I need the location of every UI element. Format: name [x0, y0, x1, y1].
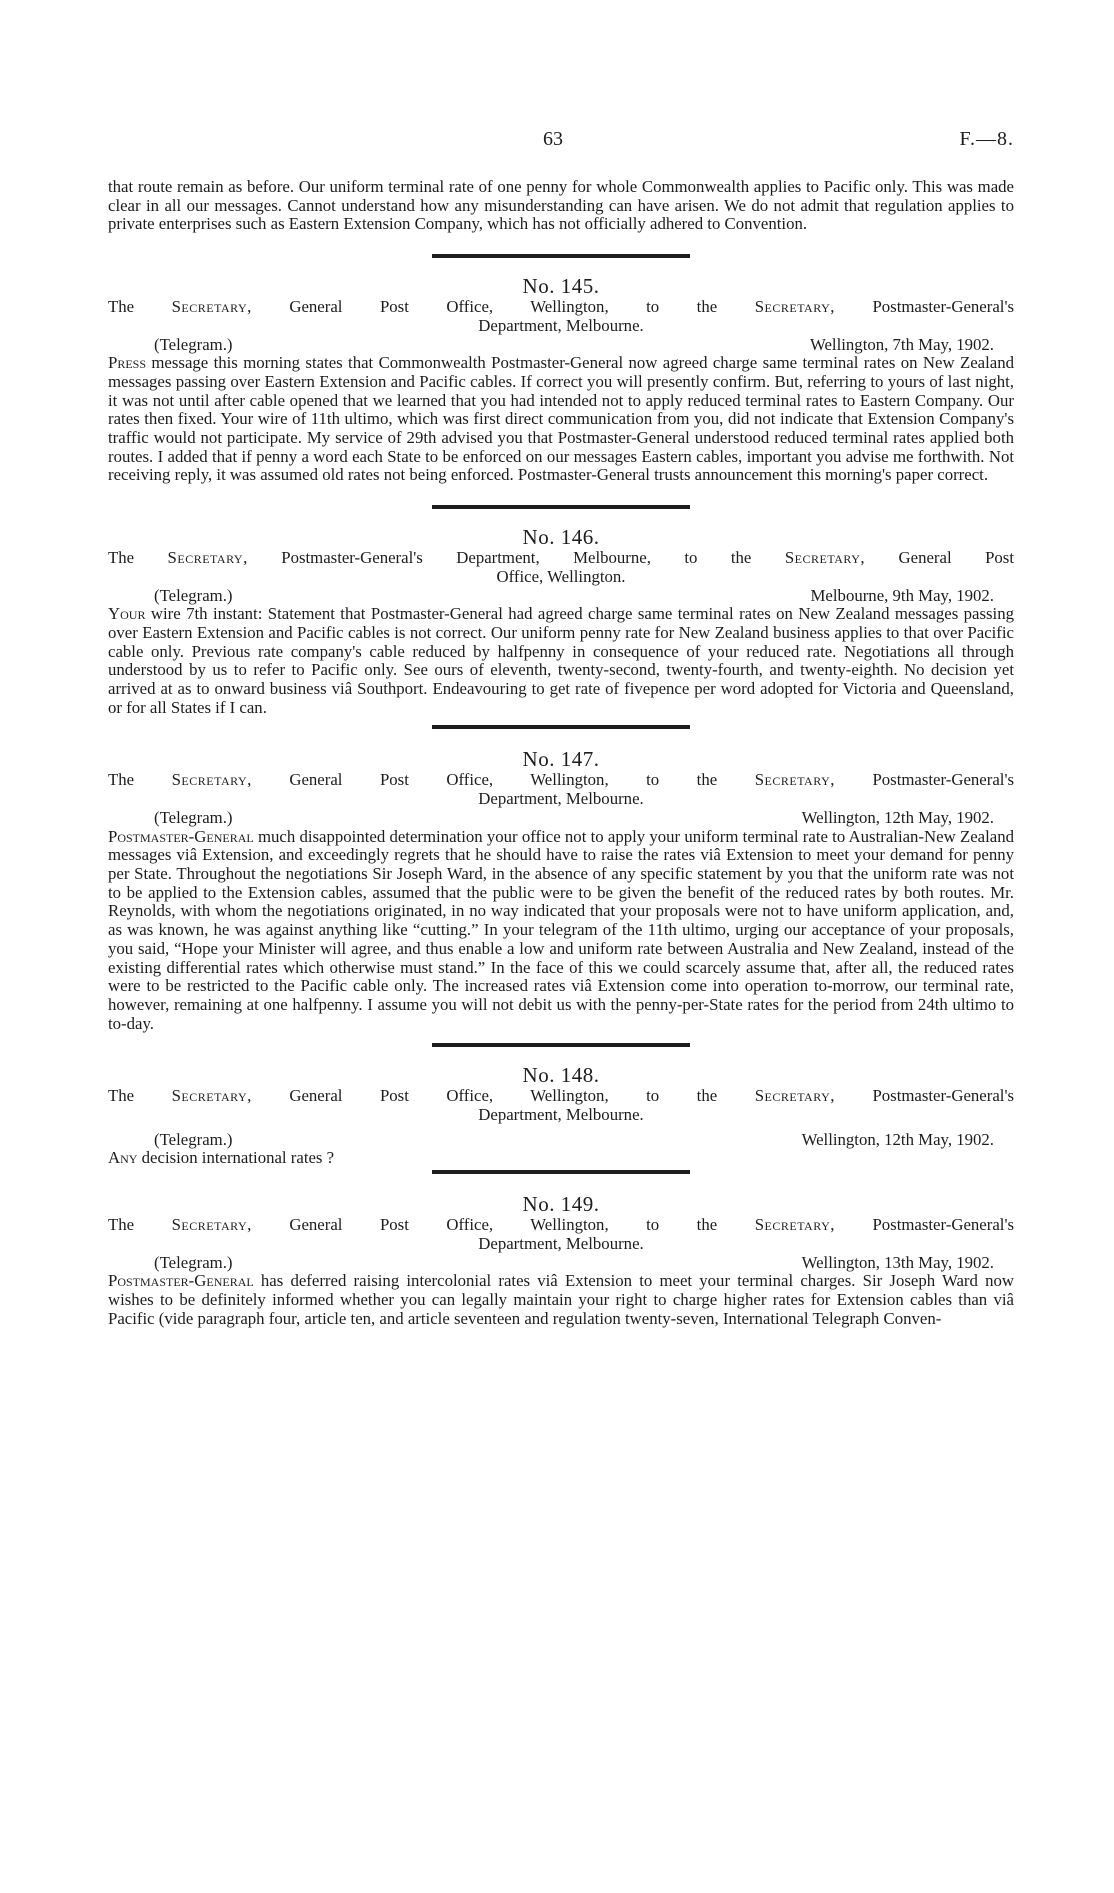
section-number: No. 146.: [522, 525, 600, 550]
message-type: (Telegram.): [154, 1129, 233, 1149]
page-number: 63: [543, 128, 563, 150]
section-address: The Secretary, Postmaster-General's Department, Melbourne, to the Secretary, General Post: [108, 548, 1014, 568]
section-number: No. 148.: [522, 1063, 600, 1088]
page-reference: F.—8.: [959, 128, 1014, 150]
section-body: Postmaster-General much disappointed determination your office not to apply your uniform terminal rate to Australian-New Zealand messages viâ Extension, and exceedingly regrets that he should have to raise the rates viâ Extension to meet your demand for penny per State. Throughout the negotiations Sir Joseph Ward, in the absence of any specific statement by you that the uniform rate was not to be applied to the Extension cables, assumed that the public were to be given the benefit of the reduced rates by both routes. Mr. Reynolds, with whom the negotiations originated, in no way indicated that your proposals were not to have uniform application, and, as was known, he was against anything like “cutting.” In your telegram of the 11th ultimo, urging our acceptance of your proposals, you said, “Hope your Minister will agree, and thus enable a low and uniform rate between Australia and New Zealand, instead of the existing differential rates which otherwise must stand.” In the face of this we could scarcely assume that, after all, the reduced rates were to be restricted to the Pacific cable only. The increased rates viâ Extension come into operation to-morrow, our terminal rate, however, remaining at one halfpenny. I assume you will not debit us with the penny-per-State rates for the period from 24th ultimo to to-day.: [108, 826, 1014, 1033]
section-body: Your wire 7th instant: Statement that Postmaster-General had agreed charge same terminal rates on New Zealand messages passing over Eastern Extension and Pacific cables is not correct. Our uniform penny rate for New Zealand business applies to that over Pacific cable only. Previous rate company's cable reduced by halfpenny in consequence of your reduced rate. Negotiations all through understood by us to refer to Pacific only. See ours of eleventh, twenty-second, twenty-fourth, and twenty-eighth. No decision yet arrived at as to onward business viâ Southport. Endeavouring to get rate of fivepence per word adopted for Victoria and Queensland, or for all States if I can.: [108, 604, 1015, 717]
section-number: No. 149.: [522, 1192, 600, 1217]
place-date: Wellington, 7th May, 1902.: [809, 334, 994, 354]
section-meta: [108, 1131, 1014, 1150]
section-address-cont: Office, Wellington.: [496, 566, 626, 586]
section-address: The Secretary, General Post Office, Wellington, to the Secretary, Postmaster-General's: [108, 297, 1014, 317]
section-address-cont: Department, Melbourne.: [478, 1233, 644, 1253]
place-date: Wellington, 12th May, 1902.: [801, 807, 994, 827]
section-address-cont: Department, Melbourne.: [478, 315, 644, 335]
section-body: Press message this morning states that Commonwealth Postmaster-General now agreed charge same terminal rates on New Zealand messages passing over Eastern Extension and Pacific cables. If correct you will presently confirm. But, referring to yours of last night, it was not until after cable opened that we learned that you had intended not to apply reduced terminal rates to Eastern Company. Our rates then fixed. Your wire of 11th ultimo, which was first direct communication from you, did not indicate that Extension Company's traffic would not participate. My service of 29th advised you that Postmaster-General understood reduced terminal rates applied both routes. I added that if penny a word each State to be enforced on our messages Eastern cables, important you advise me forthwith. Not receiving reply, it was assumed old rates not being enforced. Postmaster-General trusts announcement this morning's paper correct.: [108, 353, 1014, 485]
section-number: No. 147.: [522, 747, 600, 772]
section-address-cont: Department, Melbourne.: [478, 789, 644, 809]
section-meta: [108, 1254, 1014, 1273]
place-date: Wellington, 13th May, 1902.: [801, 1252, 994, 1272]
message-type: (Telegram.): [154, 334, 233, 354]
message-type: (Telegram.): [154, 807, 233, 827]
place-date: Wellington, 12th May, 1902.: [801, 1129, 994, 1149]
section-address: The Secretary, General Post Office, Wellington, to the Secretary, Postmaster-General's: [108, 1215, 1014, 1235]
section-address: The Secretary, General Post Office, Wellington, to the Secretary, Postmaster-General's: [108, 770, 1014, 790]
place-date: Melbourne, 9th May, 1902.: [810, 585, 994, 605]
message-type: (Telegram.): [154, 585, 233, 605]
section-address: The Secretary, General Post Office, Wellington, to the Secretary, Postmaster-General's: [108, 1086, 1014, 1106]
section-meta: [108, 587, 1014, 606]
section-number: No. 145.: [522, 274, 600, 299]
section-address-cont: Department, Melbourne.: [478, 1105, 644, 1125]
section-meta: [108, 809, 1014, 828]
document-content: [108, 178, 1014, 1328]
page-header: [108, 128, 1014, 158]
section-meta: [108, 336, 1014, 355]
section-body: Postmaster-General has deferred raising intercolonial rates viâ Extension to meet your terminal charges. Sir Joseph Ward now wishes to be definitely informed whether you can legally maintain your right to charge higher rates for Extension cables than viâ Pacific (vide paragraph four, article ten, and article seventeen and regulation twenty-seven, International Telegraph Conven-: [108, 1271, 1014, 1328]
intro-paragraph: that route remain as before. Our uniform terminal rate of one penny for whole Commonwealth applies to Pacific only. This was made clear in all our messages. Cannot understand how any misunderstanding can have arisen. We do not admit that regulation applies to private enterprises such as Eastern Extension Company, which has not officially adhered to Convention.: [108, 177, 1014, 234]
section-body: Any decision international rates ?: [108, 1148, 335, 1168]
message-type: (Telegram.): [154, 1252, 233, 1272]
